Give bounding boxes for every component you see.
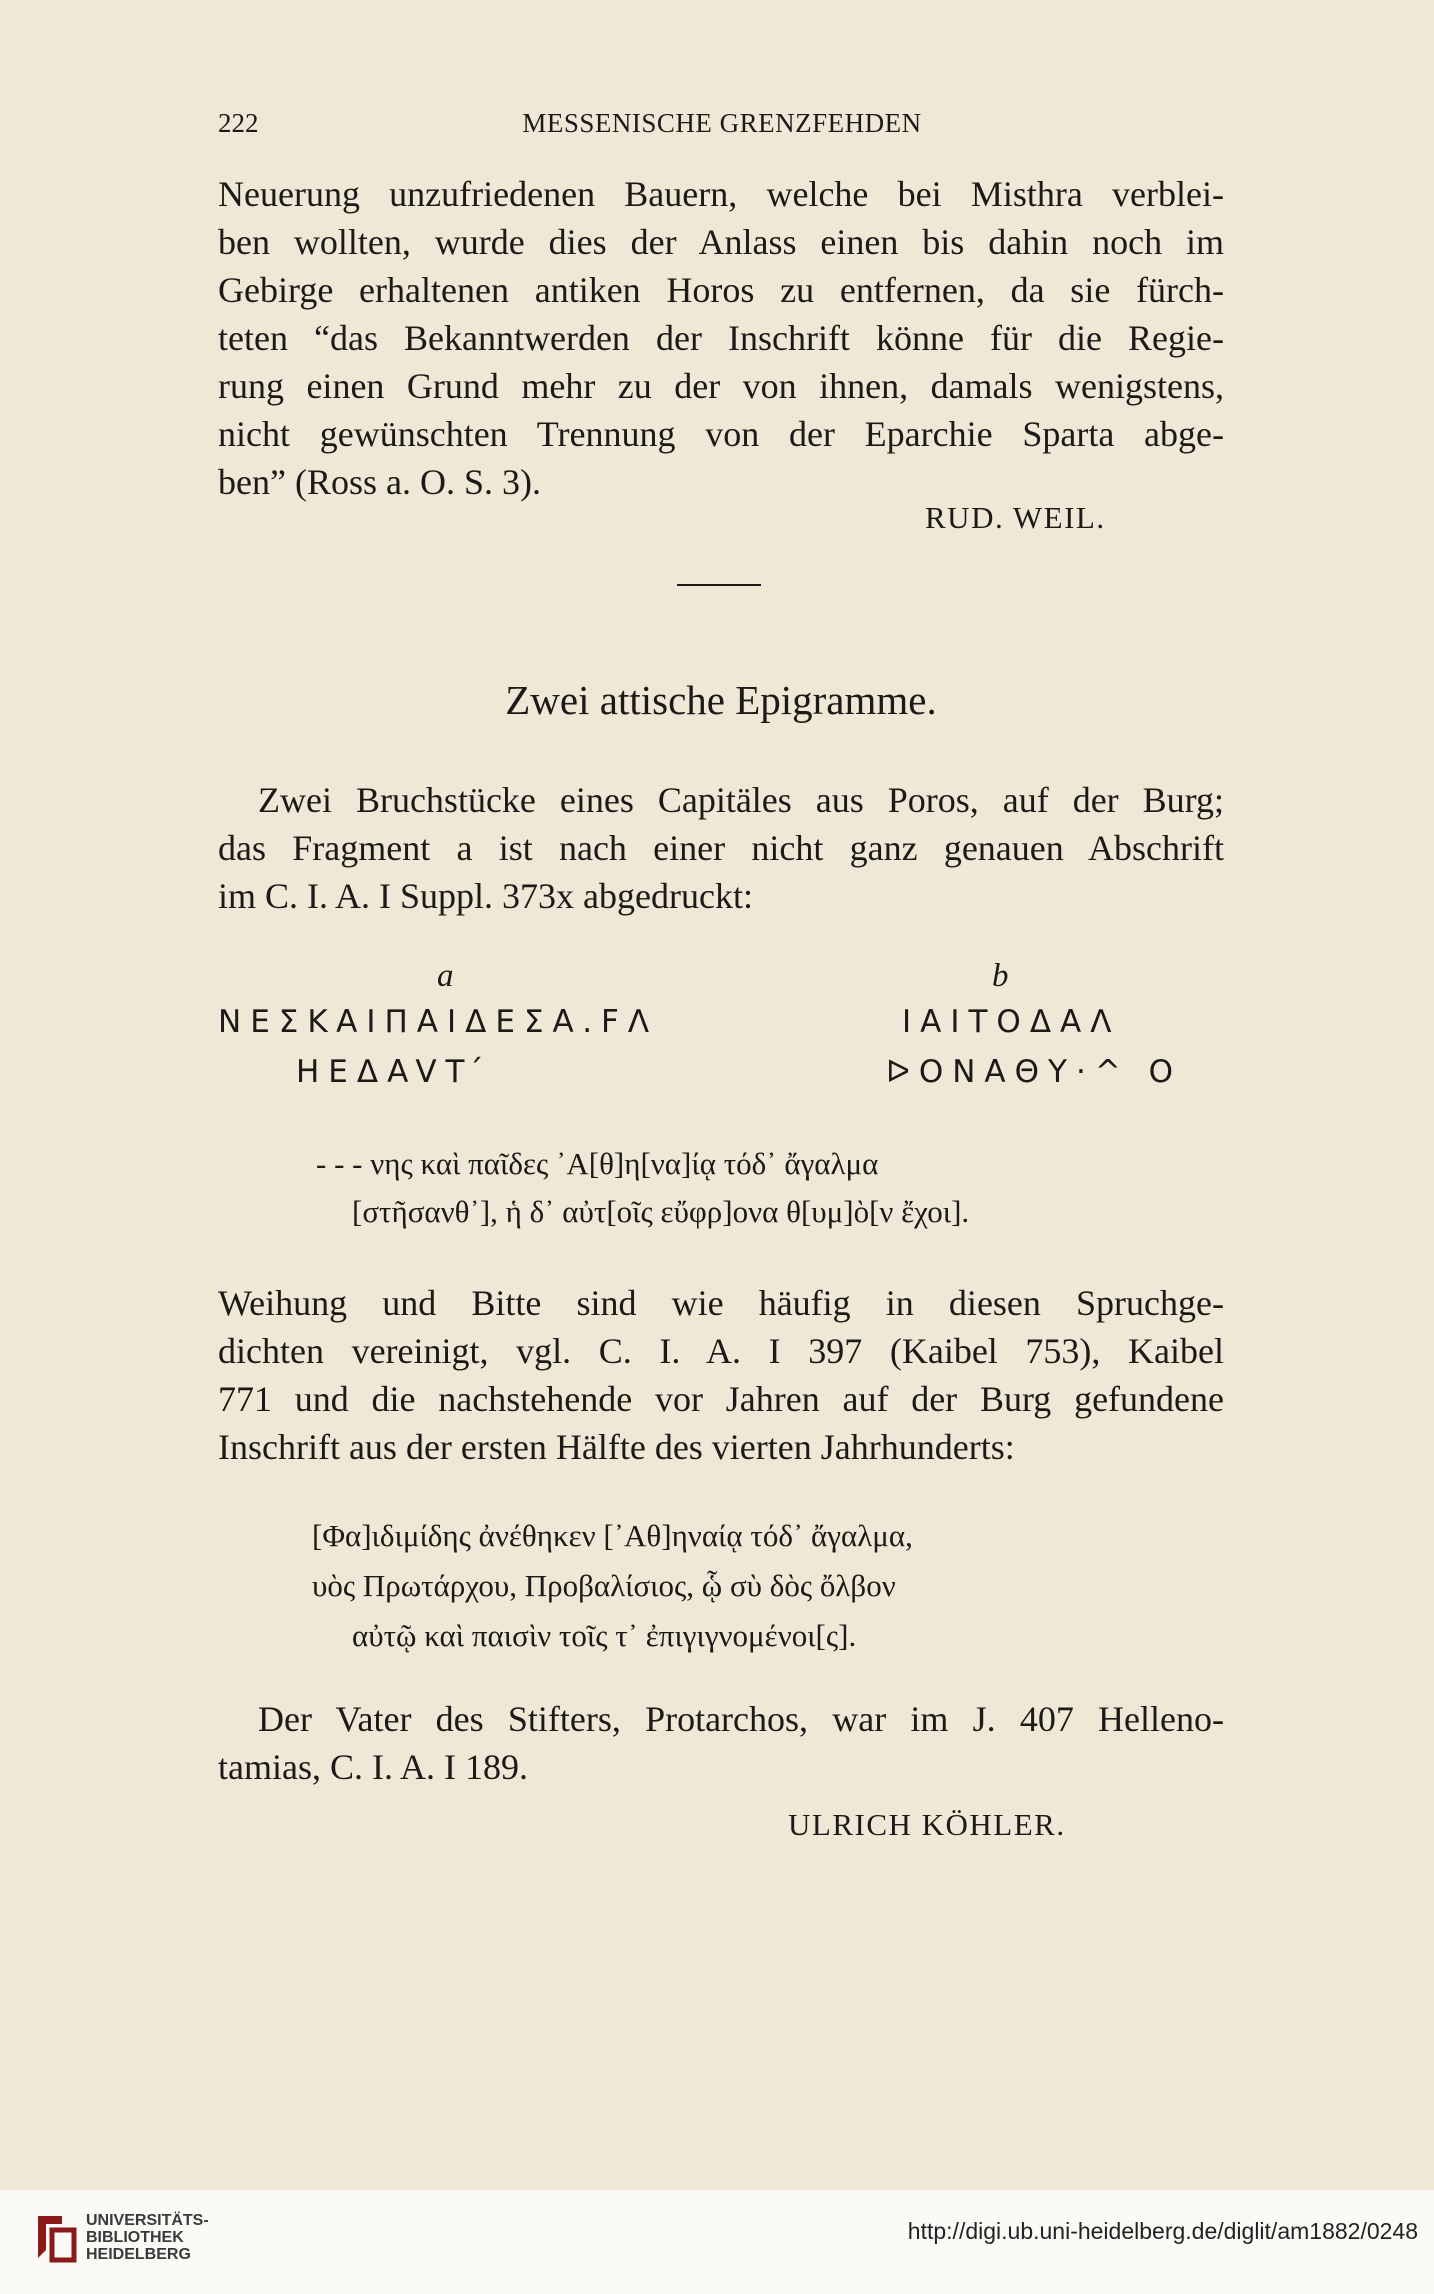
digitization-footer: [0, 2190, 1434, 2294]
epigram-line-2: υὸς Πρωτάρχου, Προβαλίσιος, ᾧ σὺ δὸς ὄλβον: [312, 1568, 896, 1603]
source-url[interactable]: http://digi.ub.uni-heidelberg.de/diglit/am1882/0248: [907, 2218, 1418, 2244]
signature-rud-weil: RUD. WEIL.: [925, 500, 1106, 535]
section-divider: [677, 584, 761, 586]
paragraph-stifter: [218, 1695, 1224, 1791]
text-line: Der Vater des Stifters, Protarchos, war im J. 407 Helleno-: [258, 1699, 1224, 1739]
fragment-label-b: b: [992, 958, 1009, 994]
paragraph-commentary: [218, 1279, 1224, 1471]
library-name-line: HEIDELBERG: [86, 2246, 191, 2263]
epigram-line-1: [Φα]ιδιμίδης ἀνέθηκεν [᾿Αθ]ηναίᾳ τόδ᾿ ἄγαλμα,: [312, 1518, 913, 1553]
fragment-a-line-1: NEΣKAIΠAIΔEΣA.FΛ: [218, 1004, 659, 1040]
running-title: MESSENISCHE GRENZFEHDEN: [522, 108, 922, 138]
page-number: 222: [218, 108, 259, 138]
text-line: tamias, C. I. A. I 189.: [218, 1747, 528, 1787]
paragraph-continuation: [218, 170, 1224, 506]
text-line: Gebirge erhaltenen antiken Horos zu entfernen, da sie fürch-: [218, 270, 1224, 310]
text-line: im C. I. A. I Suppl. 373x abgedruckt:: [218, 876, 753, 916]
fragment-a-line-2: HEΔAVΤ ́: [296, 1054, 493, 1090]
text-line: das Fragment a ist nach einer nicht ganz genauen Abschrift: [218, 828, 1224, 868]
text-line: Neuerung unzufriedenen Bauern, welche bei Misthra verblei-: [218, 174, 1224, 214]
library-name-line: BIBLIOTHEK: [86, 2229, 184, 2246]
epigram-line-3: αὐτῷ καὶ παισὶν τοῖς τ᾿ ἐπιγιγνομένοι[ς].: [352, 1618, 857, 1653]
text-line: nicht gewünschten Trennung von der Eparchie Sparta abge-: [218, 414, 1224, 454]
page-header: [218, 108, 1226, 148]
text-line: ben” (Ross a. O. S. 3).: [218, 462, 541, 502]
restoration-line-2: [στῆσανθ᾿], ἡ δ᾿ αὐτ[οῖς εὔφρ]ονα θ[υμ]ὸ[ν ἔχοι].: [352, 1194, 970, 1229]
paragraph-fragments-intro: [218, 776, 1224, 920]
text-line: Inschrift aus der ersten Hälfte des vierten Jahrhunderts:: [218, 1427, 1015, 1467]
fragment-label-a: a: [437, 958, 454, 994]
fragment-b-line-2: ᐅONAΘY·^ O: [886, 1054, 1183, 1090]
text-line: teten “das Bekanntwerden der Inschrift könne für die Regie-: [218, 318, 1224, 358]
text-line: 771 und die nachstehende vor Jahren auf der Burg gefundene: [218, 1379, 1224, 1419]
heidelberg-library-logo-icon: [34, 2210, 78, 2266]
fragment-b-line-1: IAITOΔAΛ: [902, 1004, 1121, 1040]
text-line: Zwei Bruchstücke eines Capitäles aus Poros, auf der Burg;: [258, 780, 1224, 820]
library-name-line: UNIVERSITÄTS-: [86, 2212, 209, 2229]
text-line: Weihung und Bitte sind wie häufig in diesen Spruchge-: [218, 1283, 1224, 1323]
section-title: Zwei attische Epigramme.: [505, 677, 937, 723]
restoration-line-1: - - - νης καὶ παῖδες ᾿Α[θ]η[να]ίᾳ τόδ᾿ ἄγαλμα: [316, 1146, 879, 1181]
text-line: rung einen Grund mehr zu der von ihnen, damals wenigstens,: [218, 366, 1224, 406]
library-name: [86, 2212, 209, 2263]
signature-ulrich-koehler: ULRICH KÖHLER.: [788, 1807, 1066, 1842]
text-line: ben wollten, wurde dies der Anlass einen bis dahin noch im: [218, 222, 1224, 262]
text-line: dichten vereinigt, vgl. C. I. A. I 397 (Kaibel 753), Kaibel: [218, 1331, 1224, 1371]
